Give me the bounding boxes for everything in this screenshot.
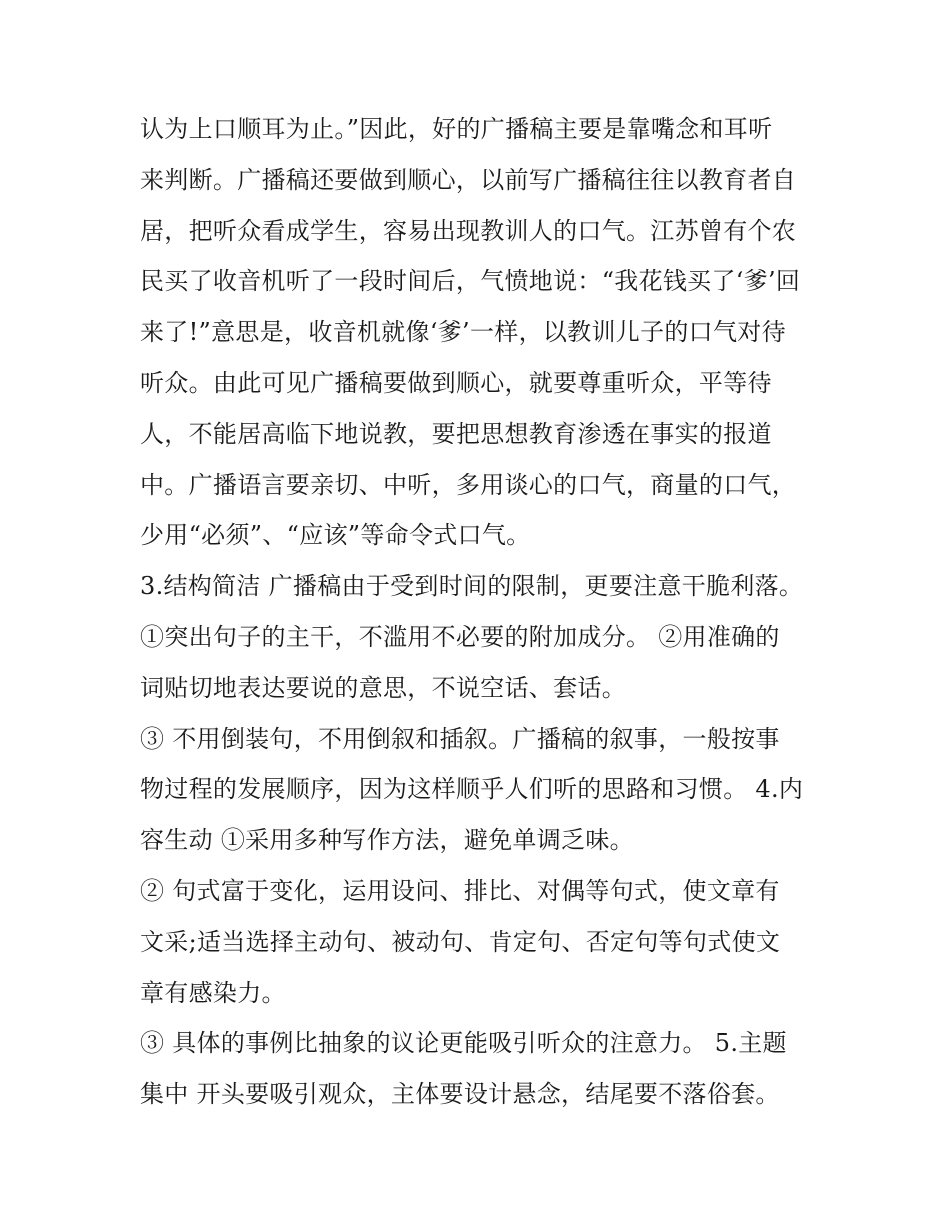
text-line: 人，不能居高临下地说教，要把思想教育渗透在事实的报道 <box>140 419 772 448</box>
text-line: 集中 开头要吸引观众，主体要设计悬念，结尾要不落俗套。 <box>140 1080 780 1109</box>
text-line: ② 句式富于变化，运用设问、排比、对偶等句式，使文章有 <box>140 876 780 905</box>
text-line: 3.结构简洁 广播稿由于受到时间的限制，更要注意干脆利落。 <box>140 572 804 601</box>
text-line: 听众。由此可见广播稿要做到顺心，就要尊重听众，平等待 <box>140 368 772 397</box>
text-line: ③ 不用倒装句，不用倒叙和插叙。广播稿的叙事，一般按事 <box>140 724 780 753</box>
text-line: ③ 具体的事例比抽象的议论更能吸引听众的注意力。 5.主题 <box>140 1029 787 1058</box>
text-line: ①突出句子的主干，不滥用不必要的附加成分。 ②用准确的 <box>140 622 780 651</box>
text-line: 认为上口顺耳为止。”因此，好的广播稿主要是靠嘴念和耳听 <box>140 115 773 143</box>
text-line: 中。广播语言要亲切、中听，多用谈心的口气，商量的口气， <box>140 470 797 499</box>
text-line: 民买了收音机听了一段时间后，气愤地说：“我花钱买了‘爹’回 <box>140 267 801 296</box>
text-line: 居，把听众看成学生，容易出现教训人的口气。江苏曾有个农 <box>140 216 797 245</box>
text-line: 文采;适当选择主动句、被动句、肯定句、否定句等句式使文 <box>140 927 781 956</box>
text-line: 来判断。广播稿还要做到顺心，以前写广播稿往往以教育者自 <box>140 165 797 194</box>
text-line: 词贴切地表达要说的意思，不说空话、套话。 <box>140 673 626 702</box>
text-line: 少用“必须”、“应该”等命令式口气。 <box>140 521 531 550</box>
text-line: 章有感染力。 <box>140 978 286 1007</box>
text-line: 容生动 ①采用多种写作方法，避免单调乏味。 <box>140 826 634 855</box>
body-text <box>140 104 820 1120</box>
text-line: 物过程的发展顺序，因为这样顺乎人们听的思路和习惯。 4.内 <box>140 775 804 804</box>
text-line: 来了!”意思是，收音机就像‘爹’一样，以教训儿子的口气对待 <box>140 318 786 347</box>
